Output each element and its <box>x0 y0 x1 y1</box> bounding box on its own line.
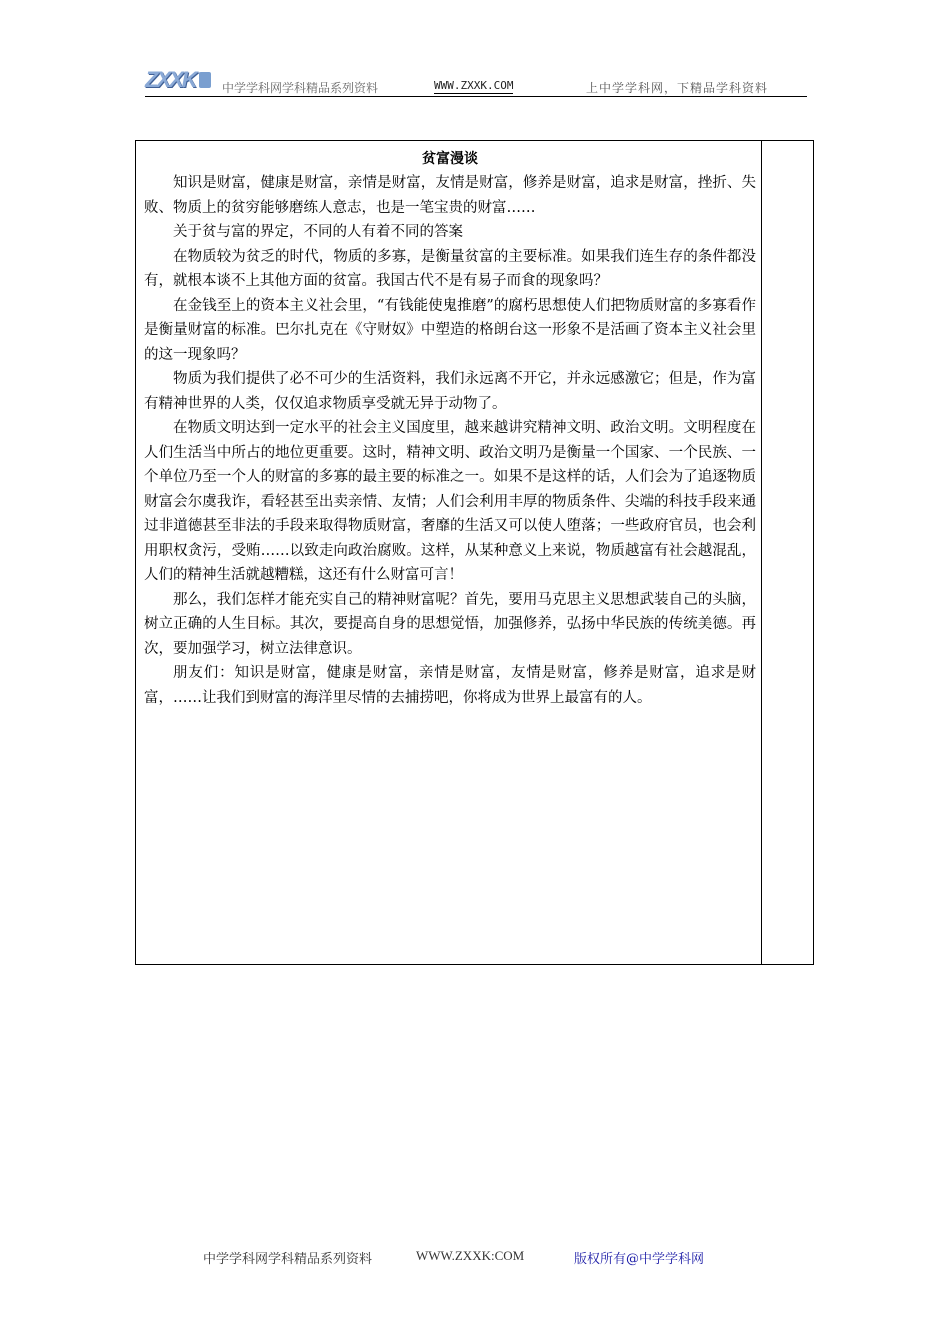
article-title: 贫富漫谈 <box>422 151 478 167</box>
paragraph: 关于贫与富的界定，不同的人有着不同的答案 <box>173 224 463 240</box>
zxxk-logo <box>145 68 213 92</box>
header-url-link[interactable]: WWW.ZXXK.COM <box>434 79 514 92</box>
footer-url-link[interactable]: WWW.ZXXK:COM <box>416 1248 525 1263</box>
page-header <box>145 66 807 97</box>
header-slogan: 上中学学科网，下精品学科资料 <box>586 81 769 95</box>
header-site-text: 中学学科网学科精品系列资料 <box>222 81 379 95</box>
footer-copyright-link[interactable]: 版权所有@中学学科网 <box>574 1252 705 1267</box>
paragraph: 在物质文明达到一定水平的社会主义国度里，越来越讲究精神文明、政治文明。文明程度在人们生活当中所占的地位更重要。这时，精神文明、政治文明乃是衡量一个国家、一个民族、一个单位乃至一个人的财富的多寡的最主要的标准之一。如果不是这样的话，人们会为了追逐物质财富会尔虞我诈，看轻甚至出卖亲情、友情；人们会利用丰厚的物质条件、尖端的科技手段来通过非道德甚至非法的手段来取得物质财富，奢靡的生活又可以使人堕落；一些政府官员，也会利用职权贪污，受贿……以致走向政治腐败。这样，从某种意义上来说，物质越富有社会越混乱，人们的精神生活就越糟糕，这还有什么财富可言！ <box>144 420 756 583</box>
paragraph: 在金钱至上的资本主义社会里，“有钱能使鬼推磨”的腐朽思想使人们把物质财富的多寡看作是衡量财富的标准。巴尔扎克在《守财奴》中塑造的格朗台这一形象不是活画了资本主义社会里的这一现象吗？ <box>144 297 756 363</box>
logo-text: ZXXK <box>145 67 196 92</box>
paragraph: 在物质较为贫乏的时代，物质的多寡，是衡量贫富的主要标准。如果我们连生存的条件都没有，就根本谈不上其他方面的贫富。我国古代不是有易子而食的现象吗？ <box>144 248 756 289</box>
content-table <box>135 140 814 965</box>
paragraph: 那么，我们怎样才能充实自己的精神财富呢？首先，要用马克思主义思想武装自己的头脑，树立正确的人生目标。其次，要提高自身的思想觉悟，加强修养，弘扬中华民族的传统美德。再次，要加强学习，树立法律意识。 <box>144 591 756 657</box>
paragraph: 知识是财富，健康是财富，亲情是财富，友情是财富，修养是财富，追求是财富，挫折、失败、物质上的贫穷能够磨练人意志，也是一笔宝贵的财富…… <box>144 175 756 216</box>
page-footer <box>0 1248 950 1268</box>
table-column-divider <box>761 141 762 964</box>
paragraph: 物质为我们提供了必不可少的生活资料，我们永远离不开它，并永远感激它；但是，作为富有精神世界的人类，仅仅追求物质享受就无异于动物了。 <box>144 371 756 412</box>
paragraph: 朋友们：知识是财富，健康是财富，亲情是财富，友情是财富，修养是财富，追求是财富，……让我们到财富的海洋里尽情的去捕捞吧，你将成为世界上最富有的人。 <box>144 665 756 706</box>
footer-site-text: 中学学科网学科精品系列资料 <box>203 1252 373 1267</box>
article-body <box>144 147 756 710</box>
logo-badge-icon <box>199 72 211 88</box>
